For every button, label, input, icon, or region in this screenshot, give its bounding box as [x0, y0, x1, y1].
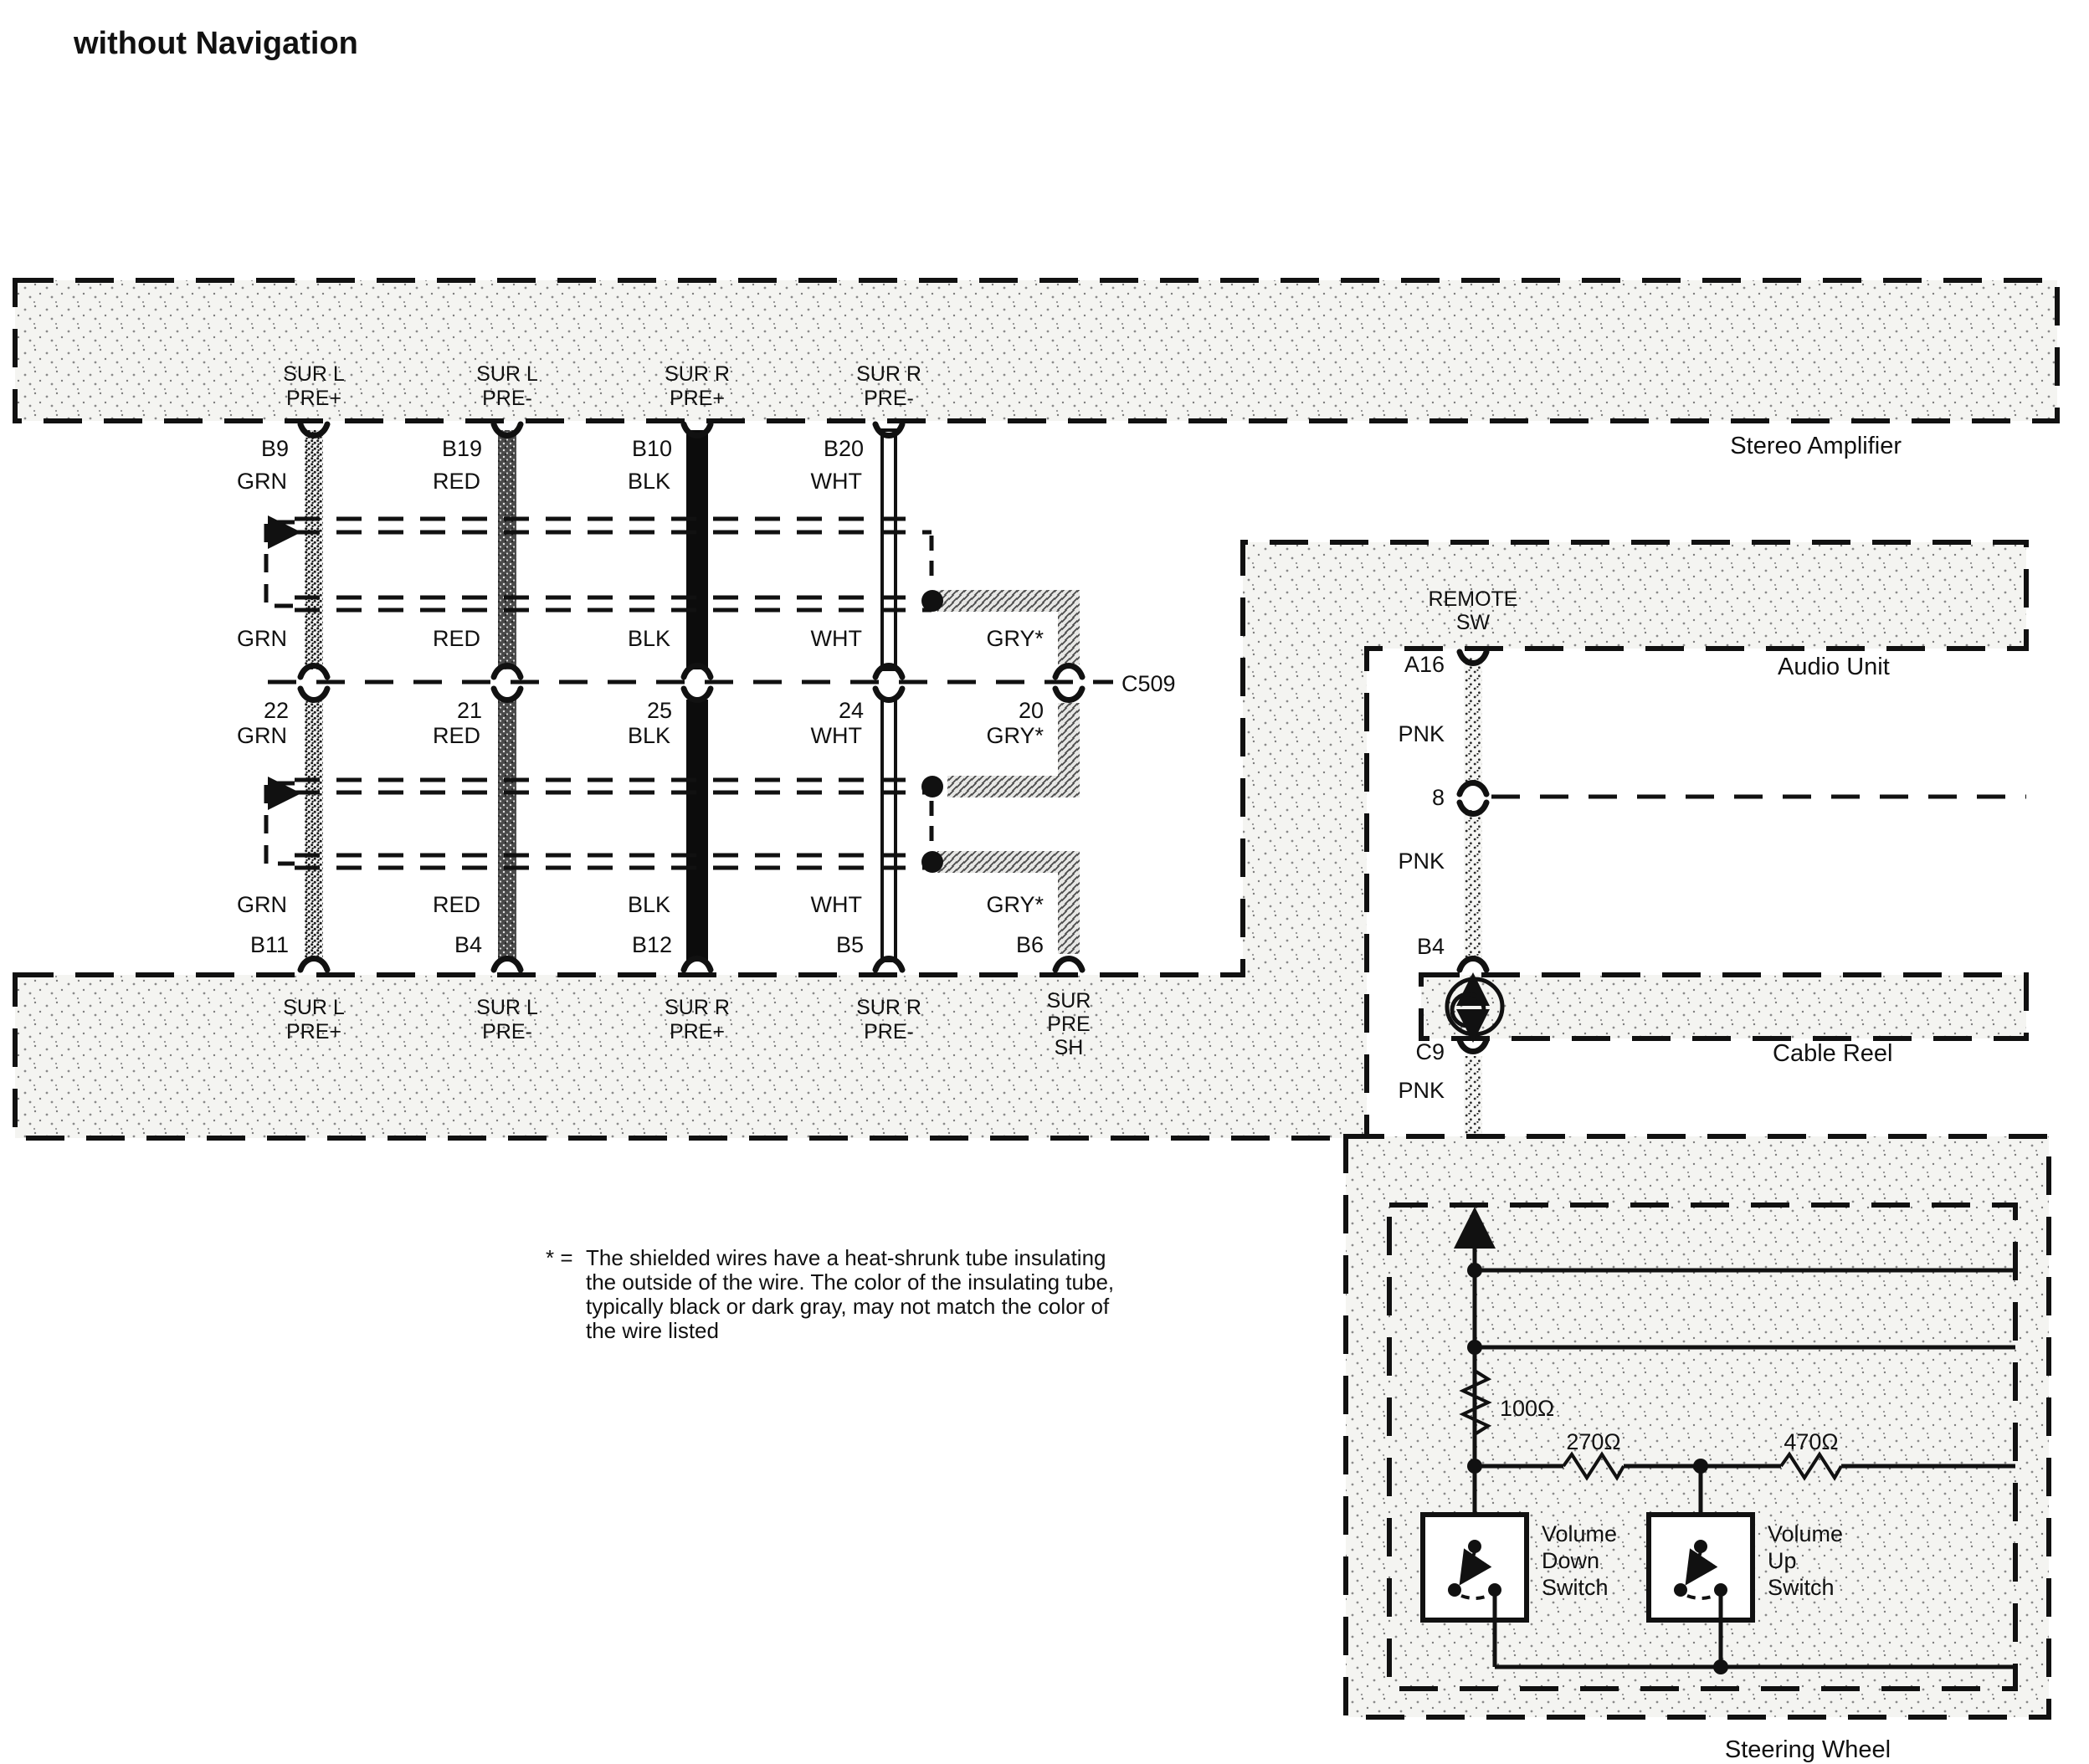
- audio-wire-label: SUR L: [283, 996, 345, 1019]
- terminal-icon: [684, 689, 711, 700]
- terminal-icon: [875, 666, 902, 678]
- amp-wire-label: SUR R: [856, 362, 921, 386]
- amp-wire-label: SUR R: [665, 362, 730, 386]
- wire-color-label: WHT: [810, 469, 862, 494]
- terminal-icon: [494, 666, 521, 678]
- terminal-icon: [1460, 652, 1486, 664]
- wire-color-label: BLK: [627, 723, 670, 748]
- wire-color-label: GRN: [237, 469, 287, 494]
- amp-wire-label: PRE+: [285, 387, 342, 410]
- amp-wire-label: PRE+: [669, 387, 726, 410]
- pin-label: B10: [631, 436, 672, 461]
- footnote-line: the wire listed: [586, 1318, 719, 1343]
- wire-color-label: WHT: [810, 626, 862, 651]
- terminal-icon: [1055, 959, 1082, 971]
- stereo-amplifier-label: Stereo Amplifier: [1730, 433, 1902, 459]
- contact-dot: [1674, 1583, 1687, 1597]
- wire-wht: [882, 700, 896, 961]
- wire-color-label: BLK: [627, 892, 670, 917]
- resistor-270-label: 270Ω: [1566, 1429, 1621, 1454]
- wire-color-label: WHT: [810, 723, 862, 748]
- wire-grn: [305, 700, 323, 961]
- wire-color-label: GRN: [237, 723, 287, 748]
- terminal-icon: [1055, 689, 1082, 700]
- audio-wire-label: SUR L: [476, 996, 538, 1019]
- terminal-icon: [1460, 1040, 1486, 1052]
- audio-wire-label: SUR R: [665, 996, 730, 1019]
- terminal-icon: [300, 689, 327, 700]
- wire-color-label: RED: [432, 626, 480, 651]
- remote-sw-line: REMOTE: [1428, 587, 1518, 611]
- switch-label-line: Volume: [1542, 1521, 1618, 1546]
- terminal-icon: [300, 424, 327, 436]
- switch-label-line: Switch: [1768, 1575, 1835, 1600]
- terminal-icon: [1460, 783, 1486, 795]
- terminal-icon: [1055, 666, 1082, 678]
- wire-grn: [305, 430, 323, 669]
- pin-label: 22: [263, 698, 289, 723]
- pin-label: 24: [838, 698, 864, 723]
- terminal-icon: [1460, 959, 1486, 971]
- wire-pnk: [1464, 810, 1482, 959]
- pin-label: C9: [1415, 1039, 1445, 1064]
- terminal-icon: [1460, 803, 1486, 814]
- switch-box: [1423, 1515, 1527, 1620]
- wire-red: [498, 430, 516, 669]
- terminal-icon: [684, 424, 711, 436]
- cable-reel: [1421, 975, 2026, 1067]
- steering-wheel: [1346, 1136, 2049, 1763]
- wire-wht: [882, 430, 896, 669]
- steering-wheel-box: [1346, 1136, 2049, 1717]
- wire-pnk: [1464, 658, 1482, 783]
- switch-label-line: Switch: [1542, 1575, 1609, 1600]
- twist-bracket: [266, 783, 295, 864]
- switch-label-line: Down: [1542, 1548, 1600, 1573]
- color-row-above-c509: [237, 626, 1044, 651]
- wire-color-label: GRY*: [986, 626, 1044, 651]
- wire-color-label: PNK: [1398, 721, 1445, 746]
- wire-blk: [686, 700, 708, 961]
- wire-blk: [686, 430, 708, 669]
- pin-label: B4: [1416, 934, 1445, 959]
- footnote-line: typically black or dark gray, may not match the color of: [586, 1294, 1110, 1319]
- pin-label: B11: [249, 932, 289, 957]
- contact-dot: [1694, 1540, 1707, 1553]
- pin-label: B4: [454, 932, 482, 957]
- pin-label: B5: [835, 932, 864, 957]
- terminal-icon: [875, 959, 902, 971]
- junction-dot: [921, 590, 943, 612]
- audio-unit-pin-labels: [250, 932, 1082, 970]
- wire-color-label: BLK: [627, 469, 670, 494]
- amp-terminals: [300, 424, 902, 436]
- connector-label: C509: [1121, 671, 1176, 696]
- wire-color-label: RED: [432, 723, 480, 748]
- amp-wire-label: PRE-: [482, 387, 532, 410]
- contact-dot: [1468, 1540, 1481, 1553]
- pin-label: A16: [1404, 652, 1445, 677]
- remote-wire-chain: [1398, 652, 2026, 1197]
- twist-bracket: [266, 522, 295, 606]
- pin-label: B20: [823, 436, 864, 461]
- terminal-icon: [875, 689, 902, 700]
- wire-color-label: PNK: [1398, 1078, 1445, 1103]
- cable-reel-label: Cable Reel: [1773, 1040, 1893, 1067]
- color-row-bottom: [237, 892, 1044, 917]
- audio-wire-label: PRE-: [864, 1020, 914, 1044]
- wire-color-label: GRY*: [986, 723, 1044, 748]
- audio-wire-label: PRE+: [669, 1020, 726, 1044]
- color-row-below-c509: [237, 723, 1044, 748]
- pin-label: 25: [646, 698, 672, 723]
- pin-label: B12: [631, 932, 672, 957]
- wire-color-label: RED: [432, 469, 480, 494]
- pin-label: 8: [1431, 785, 1445, 810]
- switch-label-line: Up: [1768, 1548, 1797, 1573]
- footnote-line: The shielded wires have a heat-shrunk tube insulating: [586, 1245, 1106, 1270]
- surround-wires: [305, 430, 896, 961]
- audio-unit-label: Audio Unit: [1778, 654, 1890, 680]
- audio-wire-label: PRE: [1047, 1013, 1091, 1036]
- audio-wire-label: SH: [1054, 1036, 1084, 1059]
- audio-wire-label: SUR: [1046, 989, 1091, 1013]
- junction-dot: [1713, 1659, 1728, 1674]
- connector-c509: [264, 666, 1176, 724]
- terminal-icon: [494, 689, 521, 700]
- wire-color-label: GRN: [237, 626, 287, 651]
- footnote-marker: * =: [546, 1245, 573, 1270]
- steering-wheel-label: Steering Wheel: [1724, 1736, 1891, 1763]
- audio-wire-label: SUR R: [856, 996, 921, 1019]
- pin-label: B9: [260, 436, 289, 461]
- footnote-line: the outside of the wire. The color of the insulating tube,: [586, 1269, 1115, 1295]
- amp-wire-label: SUR L: [283, 362, 345, 386]
- pin-label: 21: [456, 698, 482, 723]
- contact-dot: [1448, 1583, 1461, 1597]
- terminal-icon: [684, 666, 711, 678]
- resistor-100-label: 100Ω: [1500, 1396, 1555, 1421]
- wire-color-label: GRN: [237, 892, 287, 917]
- terminal-icon: [300, 666, 327, 678]
- twisted-pair-loop-2: [266, 780, 932, 868]
- switch-box: [1649, 1515, 1753, 1620]
- amp-wire-label: PRE-: [864, 387, 914, 410]
- wire-red: [498, 700, 516, 961]
- wire-color-label: GRY*: [986, 892, 1044, 917]
- pin-label: B6: [1015, 932, 1044, 957]
- twisted-pair-loop-1: [266, 519, 932, 610]
- resistor-470-label: 470Ω: [1784, 1429, 1839, 1454]
- cable-reel-box: [1421, 975, 2026, 1038]
- pin-label: B19: [441, 436, 482, 461]
- audio-wire-label: PRE-: [482, 1020, 532, 1044]
- audio-wire-label: PRE+: [285, 1020, 342, 1044]
- switch-label-line: Volume: [1768, 1521, 1844, 1546]
- pin-label: 20: [1018, 698, 1044, 723]
- wire-color-label: PNK: [1398, 849, 1445, 874]
- terminal-icon: [684, 959, 711, 971]
- terminal-icon: [494, 424, 521, 436]
- amp-wire-label: SUR L: [476, 362, 538, 386]
- terminal-icon: [494, 959, 521, 971]
- terminal-icon: [300, 959, 327, 971]
- wire-color-label: BLK: [627, 626, 670, 651]
- remote-sw-line: SW: [1455, 611, 1491, 634]
- wire-color-label: RED: [432, 892, 480, 917]
- page-title: without Navigation: [74, 26, 358, 61]
- wire-color-label: WHT: [810, 892, 862, 917]
- amp-pin-labels: [237, 436, 864, 494]
- footnote: [546, 1245, 1114, 1343]
